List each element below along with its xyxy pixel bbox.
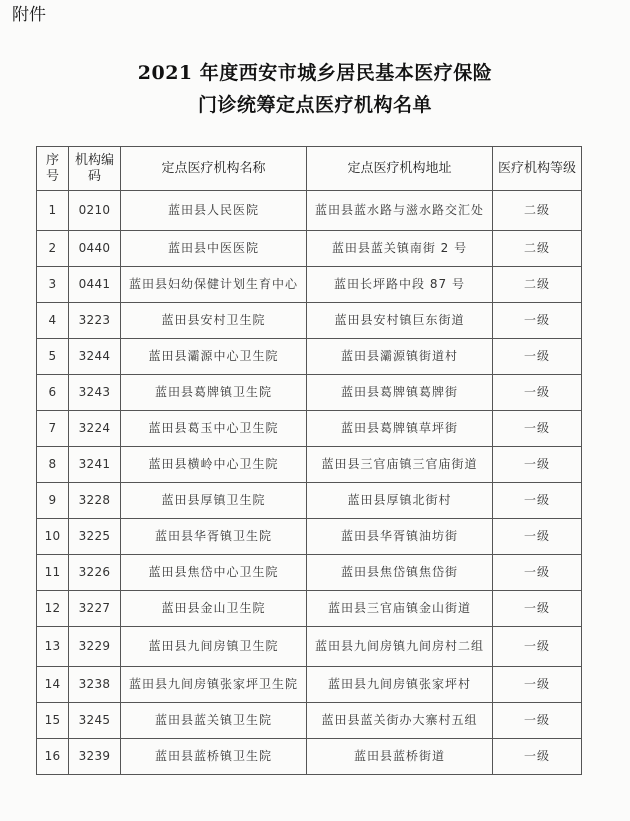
cell-code: 3226 [69, 555, 121, 591]
cell-address: 蓝田长坪路中段 87 号 [307, 267, 493, 303]
cell-address: 蓝田县蓝水路与滋水路交汇处 [307, 191, 493, 231]
table-row [37, 519, 582, 555]
cell-code: 3225 [69, 519, 121, 555]
cell-code: 3228 [69, 483, 121, 519]
cell-index: 8 [37, 447, 69, 483]
cell-name: 蓝田县葛玉中心卫生院 [121, 411, 307, 447]
cell-address: 蓝田县灞源镇街道村 [307, 339, 493, 375]
cell-grade: 一级 [493, 375, 582, 411]
cell-grade: 一级 [493, 447, 582, 483]
cell-grade: 一级 [493, 483, 582, 519]
cell-address: 蓝田县蓝关街办大寨村五组 [307, 703, 493, 739]
cell-code: 0441 [69, 267, 121, 303]
cell-name: 蓝田县厚镇卫生院 [121, 483, 307, 519]
cell-code: 0210 [69, 191, 121, 231]
table-row [37, 375, 582, 411]
cell-code: 0440 [69, 231, 121, 267]
document-title-line-1: 2021 年度西安市城乡居民基本医疗保险 [137, 62, 493, 84]
cell-grade: 一级 [493, 411, 582, 447]
cell-name: 蓝田县金山卫生院 [121, 591, 307, 627]
cell-code: 3243 [69, 375, 121, 411]
table-body [37, 191, 582, 775]
cell-address: 蓝田县九间房镇九间房村二组 [307, 627, 493, 667]
cell-address: 蓝田县厚镇北街村 [307, 483, 493, 519]
cell-name: 蓝田县妇幼保健计划生育中心 [121, 267, 307, 303]
table-row [37, 231, 582, 267]
cell-address: 蓝田县三官庙镇三官庙街道 [307, 447, 493, 483]
cell-name: 蓝田县九间房镇卫生院 [121, 627, 307, 667]
cell-grade: 二级 [493, 191, 582, 231]
cell-name: 蓝田县安村卫生院 [121, 303, 307, 339]
cell-address: 蓝田县葛牌镇草坪街 [307, 411, 493, 447]
cell-code: 3224 [69, 411, 121, 447]
cell-code: 3244 [69, 339, 121, 375]
cell-grade: 一级 [493, 703, 582, 739]
header-grade: 医疗机构等级 [493, 147, 582, 191]
cell-address: 蓝田县葛牌镇葛牌街 [307, 375, 493, 411]
header-name: 定点医疗机构名称 [121, 147, 307, 191]
table-row [37, 411, 582, 447]
cell-address: 蓝田县安村镇巨东街道 [307, 303, 493, 339]
cell-index: 15 [37, 703, 69, 739]
header-index: 序号 [37, 147, 69, 191]
cell-index: 7 [37, 411, 69, 447]
header-code: 机构编码 [69, 147, 121, 191]
cell-index: 16 [37, 739, 69, 775]
cell-index: 4 [37, 303, 69, 339]
cell-code: 3245 [69, 703, 121, 739]
header-address: 定点医疗机构地址 [307, 147, 493, 191]
table-row [37, 591, 582, 627]
cell-index: 13 [37, 627, 69, 667]
cell-address: 蓝田县三官庙镇金山街道 [307, 591, 493, 627]
cell-address: 蓝田县蓝桥街道 [307, 739, 493, 775]
medical-institution-table [36, 146, 582, 775]
cell-grade: 一级 [493, 667, 582, 703]
cell-address: 蓝田县蓝关镇南街 2 号 [307, 231, 493, 267]
cell-index: 2 [37, 231, 69, 267]
cell-name: 蓝田县人民医院 [121, 191, 307, 231]
cell-index: 3 [37, 267, 69, 303]
cell-code: 3241 [69, 447, 121, 483]
cell-index: 14 [37, 667, 69, 703]
cell-grade: 二级 [493, 267, 582, 303]
table-row [37, 303, 582, 339]
cell-index: 12 [37, 591, 69, 627]
cell-code: 3223 [69, 303, 121, 339]
cell-grade: 一级 [493, 555, 582, 591]
cell-index: 10 [37, 519, 69, 555]
table-row [37, 483, 582, 519]
table-row [37, 627, 582, 667]
cell-name: 蓝田县九间房镇张家坪卫生院 [121, 667, 307, 703]
cell-grade: 一级 [493, 519, 582, 555]
cell-index: 6 [37, 375, 69, 411]
table-row [37, 703, 582, 739]
cell-grade: 一级 [493, 739, 582, 775]
cell-code: 3229 [69, 627, 121, 667]
cell-code: 3227 [69, 591, 121, 627]
cell-address: 蓝田县焦岱镇焦岱街 [307, 555, 493, 591]
cell-code: 3238 [69, 667, 121, 703]
table-row [37, 555, 582, 591]
cell-grade: 二级 [493, 231, 582, 267]
cell-name: 蓝田县华胥镇卫生院 [121, 519, 307, 555]
cell-grade: 一级 [493, 591, 582, 627]
cell-name: 蓝田县蓝桥镇卫生院 [121, 739, 307, 775]
table-row [37, 667, 582, 703]
cell-name: 蓝田县蓝关镇卫生院 [121, 703, 307, 739]
cell-address: 蓝田县九间房镇张家坪村 [307, 667, 493, 703]
cell-grade: 一级 [493, 303, 582, 339]
cell-address: 蓝田县华胥镇油坊街 [307, 519, 493, 555]
cell-grade: 一级 [493, 339, 582, 375]
cell-name: 蓝田县葛牌镇卫生院 [121, 375, 307, 411]
header-row [37, 147, 582, 191]
cell-name: 蓝田县横岭中心卫生院 [121, 447, 307, 483]
table-row [37, 739, 582, 775]
cell-index: 11 [37, 555, 69, 591]
table-header [37, 147, 582, 191]
table-row [37, 191, 582, 231]
cell-name: 蓝田县灞源中心卫生院 [121, 339, 307, 375]
document-title-line-2: 门诊统筹定点医疗机构名单 [197, 94, 432, 116]
table-row [37, 447, 582, 483]
attachment-label: 附件 [12, 5, 46, 25]
cell-name: 蓝田县中医医院 [121, 231, 307, 267]
cell-index: 5 [37, 339, 69, 375]
table-row [37, 339, 582, 375]
cell-index: 9 [37, 483, 69, 519]
cell-code: 3239 [69, 739, 121, 775]
cell-grade: 一级 [493, 627, 582, 667]
cell-name: 蓝田县焦岱中心卫生院 [121, 555, 307, 591]
table-row [37, 267, 582, 303]
cell-index: 1 [37, 191, 69, 231]
